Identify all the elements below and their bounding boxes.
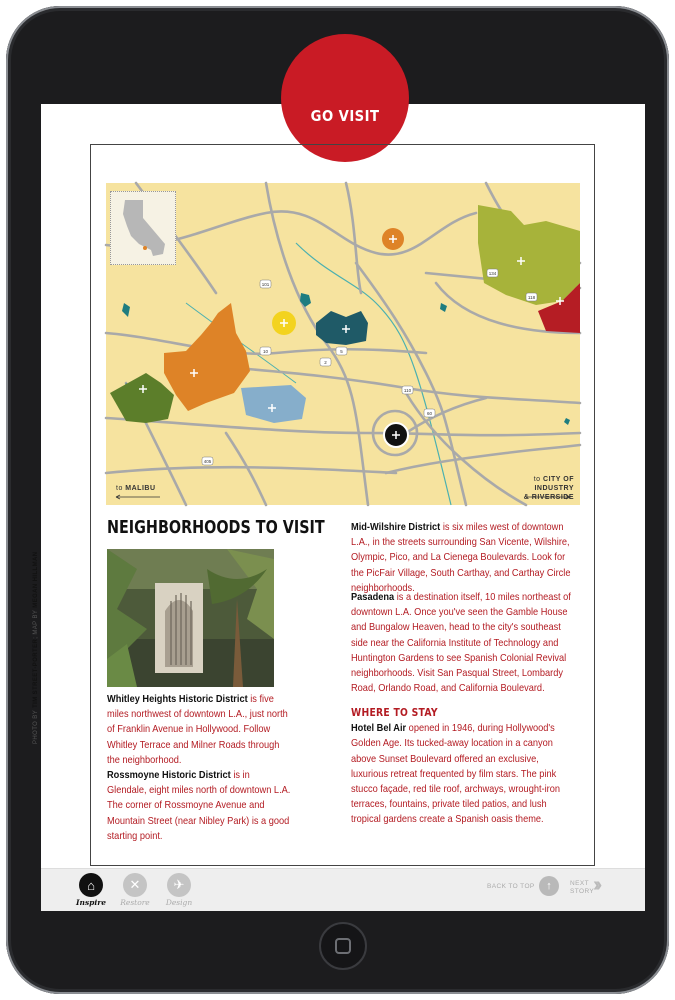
- nav-restore-label[interactable]: Restore: [120, 898, 150, 907]
- highway-2-label: 2: [324, 360, 327, 365]
- rossmoyne-paragraph: Rossmoyne Historic District is in Glendale, eight miles north of downtown L.A. The corner of Rossmoyne Avenue and Mountain Street (near Nibley Park) is a good starting point.: [107, 769, 291, 842]
- screen: [33, 104, 645, 910]
- tools-icon[interactable]: ✕: [123, 873, 147, 897]
- nav-design-label[interactable]: Design: [165, 898, 193, 907]
- highway-5-label: 5: [340, 349, 343, 354]
- highway-10-label: 10: [262, 349, 269, 354]
- highway-101-label: 101: [261, 282, 270, 287]
- orange-region: [164, 303, 250, 411]
- article-title: NEIGHBORHOODS TO VISIT: [107, 518, 325, 538]
- green-region: [110, 373, 174, 423]
- home-button[interactable]: [319, 922, 367, 970]
- next-story-label[interactable]: NEXT STORY: [570, 880, 595, 895]
- midwilshire-paragraph: Mid-Wilshire District is six miles west of downtown L.A., in the streets surrounding San Vicente, Wilshire, Olympic, Pico, and La Cienega Boulevards. Look for the PicFair Village, South Carthay, and Carthay Circle neighborhoods.: [351, 521, 571, 594]
- whitley-paragraph: Whitley Heights Historic District is five miles northwest of downtown L.A., just north of Franklin Avenue in Hollywood. Follow Whitley Terrace and Milner Roads through the neighborhood.: [107, 693, 288, 766]
- bottom-nav-bar: [41, 868, 645, 911]
- arrow-up-icon[interactable]: ↑: [539, 876, 559, 896]
- highway-134-label: 134: [488, 271, 497, 276]
- chevron-right-icon[interactable]: ››: [593, 874, 599, 896]
- go-visit-label: GO VISIT: [310, 107, 380, 125]
- california-icon: [111, 192, 175, 264]
- photo-credit: PHOTO BY TIM STREET-PORTER; MAP BY MEGAN HILLMAN: [33, 551, 39, 744]
- house-icon[interactable]: ⌂: [79, 873, 103, 897]
- blue-region: [241, 385, 306, 423]
- industry-label: to CITY OF INDUSTRY & RIVERSIDE: [523, 476, 574, 501]
- california-inset: [110, 191, 176, 265]
- tablet-frame: [6, 6, 669, 994]
- highway-405-label: 405: [203, 459, 212, 464]
- plane-icon[interactable]: ✈: [167, 873, 191, 897]
- where-to-stay-section: WHERE TO STAY Hotel Bel Air opened in 1946, during Hollywood's Golden Age. Its tucked-away location in a canyon above Sunset Boulevard offered an exclusive, luxurious retreat frequented by film stars. The pink stucco façade, red tile roof, archways, wrought-iron terraces, fountains, private tiled patios, and lush tropical gardens create a Spanish oasis theme.: [351, 706, 575, 828]
- highway-110-label: 110: [403, 388, 412, 393]
- go-visit-badge: [281, 34, 409, 162]
- nav-inspire-label[interactable]: Inspire: [76, 898, 106, 907]
- highway-60-label: 60: [426, 411, 433, 416]
- neighborhood-map: [106, 183, 580, 505]
- highway-118-label: 118: [527, 295, 536, 300]
- pasadena-region: [478, 205, 580, 305]
- map-graphics: [106, 183, 580, 505]
- pasadena-paragraph: Pasadena is a destination itself, 10 miles northeast of downtown L.A. Once you've seen the Gamble House and Bungalow Heaven, head to the city's southeast side near the California Institute of Technology and Huntington Gardens to see Spanish Colonial Revival neighborhoods. Visit San Pasqual Street, Lombardy Road, Orlando Road, and California Boulevard.: [351, 591, 571, 695]
- gate-photo: [107, 549, 274, 687]
- malibu-label: to MALIBU: [116, 485, 156, 492]
- back-to-top-label[interactable]: BACK TO TOP: [487, 883, 535, 890]
- teal-region: [316, 311, 368, 345]
- garden-gate-image: [107, 549, 274, 687]
- where-to-stay-heading: WHERE TO STAY: [351, 707, 438, 719]
